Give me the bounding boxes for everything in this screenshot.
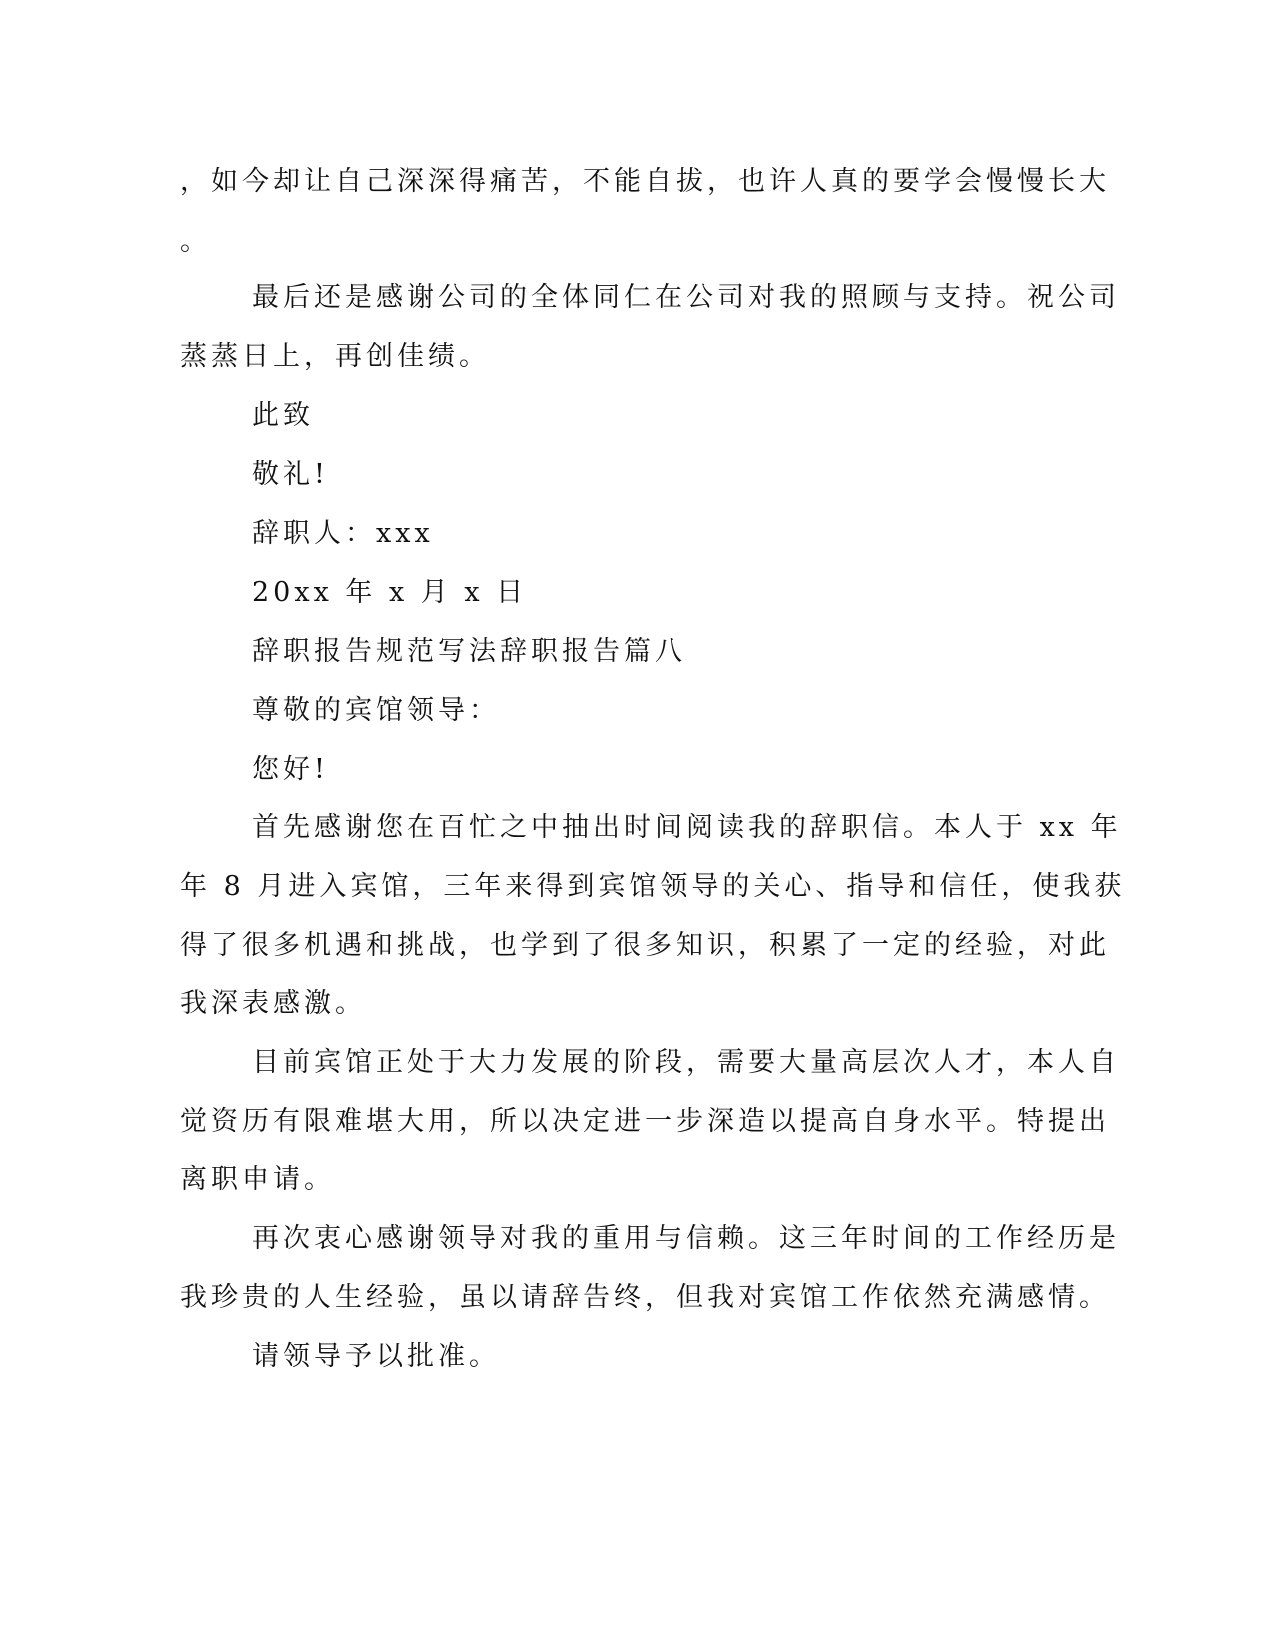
text-line: 。 (180, 226, 211, 257)
paragraph-line: 目前宾馆正处于大力发展的阶段，需要大量高层次人才，本人自 (252, 1047, 1120, 1078)
text-line: 离职申请。 (180, 1164, 335, 1195)
paragraph-line: 请领导予以批准。 (252, 1341, 500, 1372)
text-line: 得了很多机遇和挑战，也学到了很多知识，积累了一定的经验，对此 (180, 930, 1110, 961)
letter-greeting: 您好! (252, 754, 329, 785)
text-line: 我珍贵的人生经验，虽以请辞告终，但我对宾馆工作依然充满感情。 (180, 1282, 1110, 1313)
text-line: ，如今却让自己深深得痛苦，不能自拔，也许人真的要学会慢慢长大 (180, 166, 1110, 197)
text-line: 年 8 月进入宾馆，三年来得到宾馆领导的关心、指导和信任，使我获 (180, 871, 1126, 902)
signature-line: 辞职人：xxx (252, 518, 434, 549)
closing-regards: 敬礼! (252, 459, 329, 490)
closing-salutation: 此致 (252, 400, 314, 431)
text-line: 觉资历有限难堪大用，所以决定进一步深造以提高自身水平。特提出 (180, 1106, 1110, 1137)
text-line: 我深表感激。 (180, 988, 366, 1019)
letter-recipient: 尊敬的宾馆领导： (252, 695, 500, 726)
section-title: 辞职报告规范写法辞职报告篇八 (252, 636, 686, 667)
paragraph-line: 首先感谢您在百忙之中抽出时间阅读我的辞职信。本人于 xx 年 (252, 812, 1122, 843)
date-line: 20xx 年 x 月 x 日 (252, 577, 528, 608)
paragraph-line: 再次衷心感谢领导对我的重用与信赖。这三年时间的工作经历是 (252, 1223, 1120, 1254)
paragraph-line: 最后还是感谢公司的全体同仁在公司对我的照顾与支持。祝公司 (252, 282, 1120, 313)
text-line: 蒸蒸日上，再创佳绩。 (180, 341, 490, 372)
